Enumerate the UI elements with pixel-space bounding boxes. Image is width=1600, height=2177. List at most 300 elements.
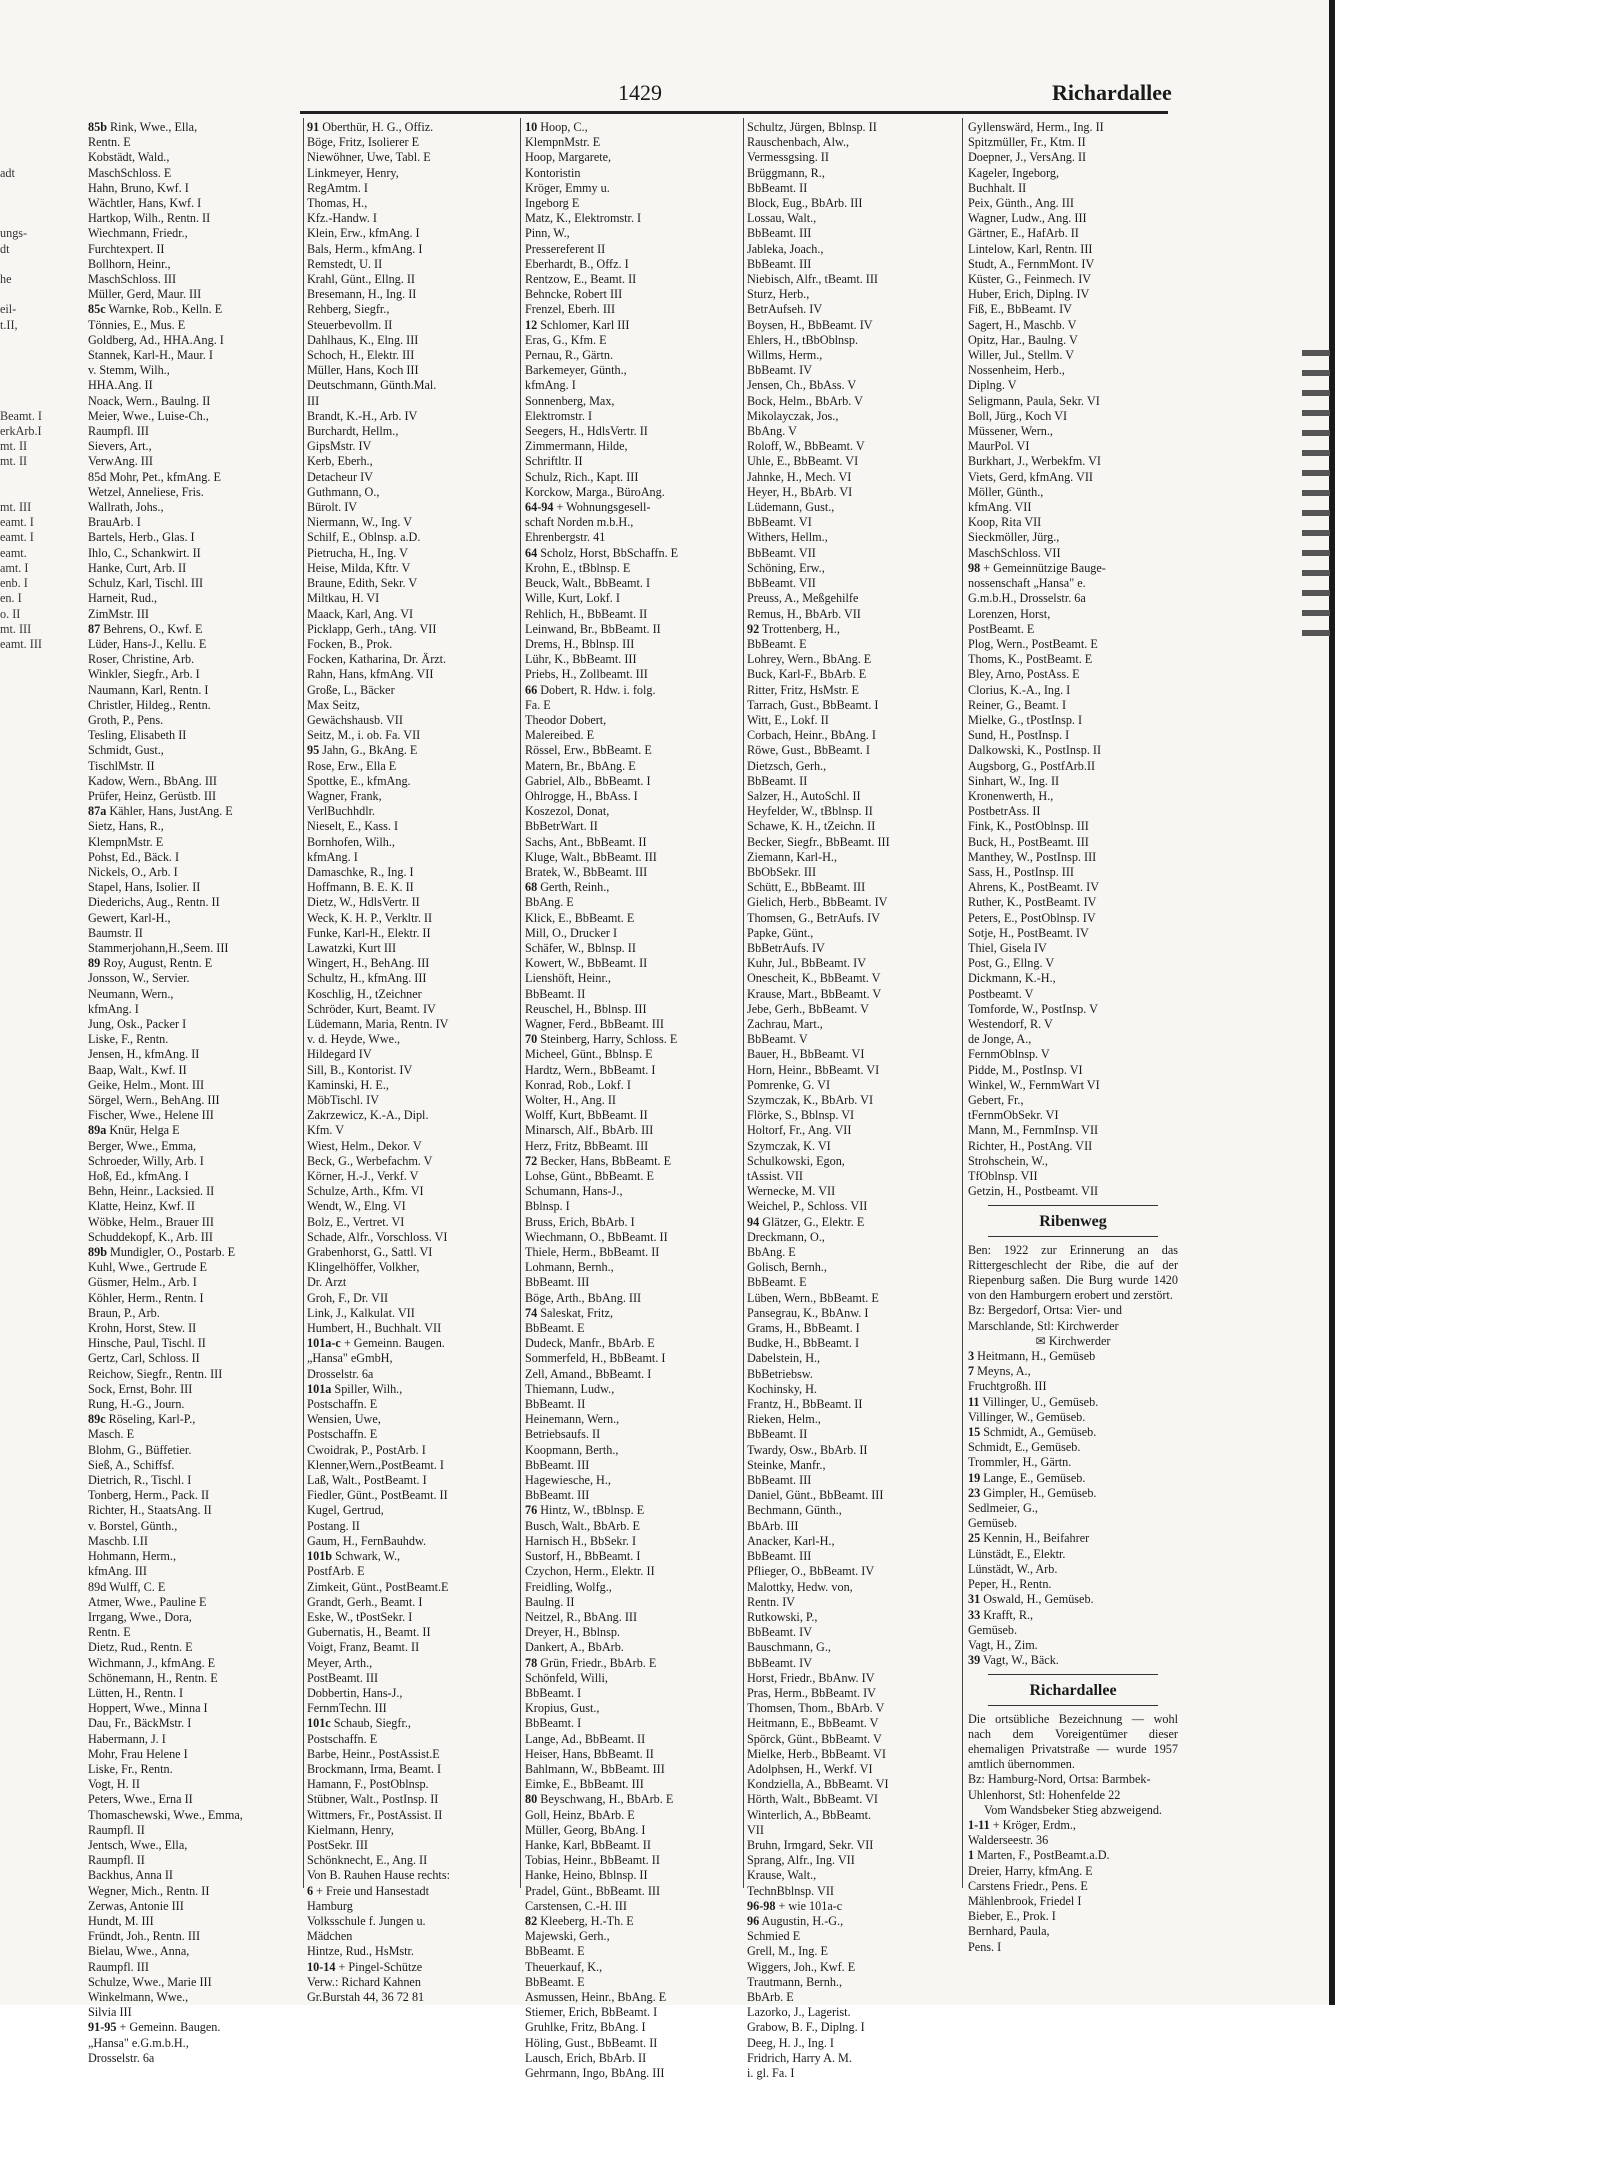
directory-entry: Villinger, W., Gemüseb. xyxy=(968,1409,1086,1424)
directory-entry: Gabriel, Alb., BbBeamt. I xyxy=(525,773,651,788)
directory-entry: Schulz, Rich., Kapt. III xyxy=(525,469,639,484)
directory-entry: Sachs, Ant., BbBeamt. II xyxy=(525,834,647,849)
directory-entry: 1 Marten, F., PostBeamt.a.D. xyxy=(968,1848,1110,1863)
directory-entry: Onescheit, K., BbBeamt. V xyxy=(747,971,881,986)
directory-entry: Irrgang, Wwe., Dora, xyxy=(88,1609,192,1624)
directory-entry: 98 + Gemeinnützige Bauge- xyxy=(968,560,1106,575)
directory-entry: 19 Lange, E., Gemüseb. xyxy=(968,1470,1086,1485)
directory-entry: Pinn, W., xyxy=(525,226,570,241)
directory-entry: Heinemann, Wern., xyxy=(525,1412,620,1427)
directory-entry: Hoppert, Wwe., Minna I xyxy=(88,1701,208,1716)
directory-entry: KlempnMstr. E xyxy=(525,135,601,150)
directory-entry: Fridrich, Harry A. M. xyxy=(747,2050,852,2065)
directory-entry: Hamann, F., PostOblnsp. xyxy=(307,1777,429,1792)
directory-entry: Koopmann, Berth., xyxy=(525,1442,619,1457)
directory-entry: Sörgel, Wern., BehAng. III xyxy=(88,1093,220,1107)
stub-fragment xyxy=(0,181,86,196)
directory-entry: Hildegard IV xyxy=(307,1047,372,1062)
directory-entry: 101a-c + Gemeinn. Baugen. xyxy=(307,1336,445,1351)
directory-entry: Postschaffn. E xyxy=(307,1427,378,1442)
stub-fragment: Beamt. I xyxy=(0,408,42,423)
stub-fragment: eamt. xyxy=(0,545,27,560)
directory-entry: Bals, Herm., kfmAng. I xyxy=(307,241,423,256)
directory-entry: RegAmtm. I xyxy=(307,180,368,195)
directory-entry: Krause, Walt., xyxy=(747,1868,817,1883)
directory-entry: Link, J., Kalkulat. VII xyxy=(307,1305,415,1320)
directory-entry: Kfm. V xyxy=(307,1123,345,1138)
directory-entry: Bollhorn, Heinr., xyxy=(88,256,171,271)
column-5 xyxy=(968,120,1178,2000)
directory-entry: BbBeamt. II xyxy=(747,773,808,788)
directory-entry: Boysen, H., BbBeamt. IV xyxy=(747,317,873,332)
directory-entry: 7 Meyns, A., xyxy=(968,1364,1031,1379)
directory-entry: Gehrmann, Ingo, BbAng. III xyxy=(525,2066,665,2080)
directory-entry: 3 Heitmann, H., Gemüseb xyxy=(968,1349,1096,1364)
stub-fragment xyxy=(0,211,86,226)
directory-entry: 101c Schaub, Siegfr., xyxy=(307,1716,411,1731)
directory-entry: Daniel, Günt., BbBeamt. III xyxy=(747,1488,884,1503)
directory-entry: BbBeamt. E xyxy=(525,1974,585,1989)
directory-entry: BbBeamt. III xyxy=(525,1488,590,1503)
directory-entry: Schawe, K. H., tZeichn. II xyxy=(747,819,876,834)
directory-entry: Tobias, Heinr., BbBeamt. II xyxy=(525,1853,660,1868)
directory-entry: Jonsson, W., Servier. xyxy=(88,971,190,986)
directory-entry: Dr. Arzt xyxy=(307,1275,347,1290)
column-rule xyxy=(520,118,521,1888)
directory-entry: Matz, K., Elektromstr. I xyxy=(525,211,642,226)
directory-entry: Thiele, Herm., BbBeamt. II xyxy=(525,1245,660,1260)
directory-entry: Sund, H., PostInsp. I xyxy=(968,728,1070,743)
directory-entry: 89c Röseling, Karl-P., xyxy=(88,1412,196,1427)
directory-entry: Harneit, Rud., xyxy=(88,591,158,606)
directory-entry: Mädchen xyxy=(307,1929,353,1944)
directory-entry: Groh, F., Dr. VII xyxy=(307,1290,389,1305)
directory-entry: 89b Mundigler, O., Postarb. E xyxy=(88,1245,236,1260)
directory-entry: Reiner, G., Beamt. I xyxy=(968,697,1066,712)
directory-entry: Stannek, Karl-H., Maur. I xyxy=(88,348,213,363)
directory-entry: Raumpfl. II xyxy=(88,1822,145,1837)
directory-entry: Sieckmöller, Jürg., xyxy=(968,530,1060,545)
directory-entry: Lünstädt, E., Elektr. xyxy=(968,1546,1066,1561)
directory-entry: Thomsen, Thom., BbArb. V xyxy=(747,1701,885,1716)
directory-entry: kfmAng. III xyxy=(88,1564,147,1579)
directory-entry: 89a Knür, Helga E xyxy=(88,1123,180,1138)
directory-entry: Müller, Georg, BbAng. I xyxy=(525,1822,646,1837)
directory-entry: Schriftltr. II xyxy=(525,454,583,469)
directory-entry: Schäfer, W., Bblnsp. II xyxy=(525,940,636,955)
directory-entry: 92 Trottenberg, H., xyxy=(747,621,840,636)
directory-entry: Spitzmüller, Fr., Ktm. II xyxy=(968,135,1086,150)
directory-entry: Fründt, Joh., Rentn. III xyxy=(88,1929,201,1944)
directory-entry: Seegers, H., HdlsVertr. II xyxy=(525,424,648,439)
directory-entry: Gr.Burstah 44, 36 72 81 xyxy=(307,1989,425,2004)
directory-entry: Raumpfl. III xyxy=(88,424,149,439)
directory-entry: v. Stemm, Wilh., xyxy=(88,363,170,378)
directory-entry: 72 Becker, Hans, BbBeamt. E xyxy=(525,1153,672,1168)
directory-entry: Bley, Arno, PostAss. E xyxy=(968,667,1080,682)
directory-entry: Grabow, B. F., Diplng. I xyxy=(747,2020,865,2035)
directory-entry: Sass, H., PostInsp. III xyxy=(968,864,1074,879)
directory-entry: Willms, Herm., xyxy=(747,348,823,363)
directory-entry: Holtorf, Fr., Ang. VII xyxy=(747,1123,852,1138)
richardallee-intro: Die ortsübliche Bezeichnung — wohl nach dem Voreigentümer dieser ehemaligen Privatstraße — wurde 1957 amtlich übernommen. xyxy=(968,1711,1178,1772)
directory-entry: Müller, Gerd, Maur. III xyxy=(88,287,202,302)
directory-entry: Ehlers, H., tBbOblnsp. xyxy=(747,332,859,347)
directory-entry: Thomaschewski, Wwe., Emma, xyxy=(88,1807,243,1822)
directory-entry: tFernmObSekr. VI xyxy=(968,1108,1059,1123)
directory-entry: Kielmann, Henry, xyxy=(307,1822,394,1837)
directory-entry: Herz, Fritz, BbBeamt. III xyxy=(525,1138,649,1153)
directory-entry: Lüdemann, Maria, Rentn. IV xyxy=(307,1016,449,1031)
directory-entry: Lünstädt, W., Arb. xyxy=(968,1561,1058,1576)
directory-entry: Fa. E xyxy=(525,697,551,712)
directory-entry: Wille, Kurt, Lokf. I xyxy=(525,591,620,606)
directory-entry: 23 Gimpler, H., Gemüseb. xyxy=(968,1485,1097,1500)
directory-entry: Damaschke, R., Ing. I xyxy=(307,864,414,879)
column-rule xyxy=(962,118,963,1888)
directory-entry: Lohrey, Wern., BbAng. E xyxy=(747,652,872,667)
directory-entry: Lange, Ad., BbBeamt. II xyxy=(525,1731,646,1746)
stub-fragment xyxy=(0,257,86,272)
directory-entry: G.m.b.H., Drosselstr. 6a xyxy=(968,591,1086,606)
directory-entry: Wetzel, Anneliese, Fris. xyxy=(88,484,204,499)
directory-entry: Christler, Hildeg., Rentn. xyxy=(88,697,211,712)
directory-entry: BbBeamt. II xyxy=(747,1427,808,1442)
directory-entry: Schulze, Arth., Kfm. VI xyxy=(307,1184,424,1199)
directory-entry: 70 Steinberg, Harry, Schloss. E xyxy=(525,1032,678,1047)
directory-entry: 85d Mohr, Pet., kfmAng. E xyxy=(88,469,221,484)
directory-entry: Brandt, K.-H., Arb. IV xyxy=(307,408,418,423)
directory-entry: Winkler, Siegfr., Arb. I xyxy=(88,667,200,682)
directory-entry: Walderseestr. 36 xyxy=(968,1833,1049,1848)
column-rule xyxy=(743,118,744,1888)
directory-entry: MöbTischl. IV xyxy=(307,1093,380,1107)
directory-entry: Hörth, Walt., BbBeamt. VI xyxy=(747,1792,878,1807)
directory-entry: 10-14 + Pingel-Schütze xyxy=(307,1959,423,1974)
directory-entry: Trommler, H., Gärtn. xyxy=(968,1455,1072,1470)
directory-entry: Barbe, Heinr., PostAssist.E xyxy=(307,1746,440,1761)
directory-entry: VII xyxy=(747,1822,764,1837)
page-number: 1429 xyxy=(618,80,662,105)
directory-entry: v. Borstel, Günth., xyxy=(88,1518,178,1533)
directory-entry: Kadow, Wern., BbAng. III xyxy=(88,773,217,788)
directory-entry: Lüben, Wern., BbBeamt. E xyxy=(747,1290,879,1305)
directory-entry: Pradel, Günt., BbBeamt. III xyxy=(525,1883,661,1898)
directory-entry: BetrAufseh. IV xyxy=(747,302,823,317)
directory-entry: Bürolt. IV xyxy=(307,500,358,515)
stub-fragment xyxy=(0,470,86,485)
directory-entry: Eske, W., tPostSekr. I xyxy=(307,1609,413,1624)
stub-fragment: eil- xyxy=(0,302,17,317)
directory-entry: Kfz.-Handw. I xyxy=(307,211,377,226)
stub-fragment: dt xyxy=(0,241,10,256)
directory-entry: Rentn. E xyxy=(88,1625,131,1640)
directory-entry: Horst, Friedr., BbAnw. IV xyxy=(747,1670,875,1685)
directory-entry: Schoch, H., Elektr. III xyxy=(307,348,415,363)
directory-entry: MaschSchloss. E xyxy=(88,165,172,180)
directory-entry: Schulze, Wwe., Marie III xyxy=(88,1974,212,1989)
directory-entry: Bielau, Wwe., Anna, xyxy=(88,1944,190,1959)
directory-entry: Güsmer, Helm., Arb. I xyxy=(88,1275,197,1290)
directory-entry: Dudeck, Manfr., BbArb. E xyxy=(525,1336,655,1351)
directory-entry: Peix, Günth., Ang. III xyxy=(968,196,1074,211)
directory-entry: Bblnsp. I xyxy=(525,1199,570,1214)
directory-entry: 64 Scholz, Horst, BbSchaffn. E xyxy=(525,545,679,560)
directory-entry: Ehrenbergstr. 41 xyxy=(525,530,606,545)
directory-entry: Corbach, Heinr., BbAng. I xyxy=(747,728,876,743)
directory-entry: 101a Spiller, Wilh., xyxy=(307,1381,403,1396)
directory-entry: Hanke, Heino, Bblnsp. II xyxy=(525,1868,648,1883)
directory-entry: 96 Augustin, H.-G., xyxy=(747,1913,844,1928)
directory-entry: Malottky, Hedw. von, xyxy=(747,1579,853,1594)
directory-entry: Thoms, K., PostBeamt. E xyxy=(968,652,1093,667)
directory-entry: Schönemann, H., Rentn. E xyxy=(88,1670,218,1685)
stub-fragment xyxy=(0,120,86,135)
directory-entry: Withers, Hellm., xyxy=(747,530,828,545)
directory-entry: Frantz, H., BbBeamt. II xyxy=(747,1397,863,1412)
directory-entry: BbBetriebsw. xyxy=(747,1366,813,1381)
directory-entry: FernmOblnsp. V xyxy=(968,1047,1050,1062)
directory-entry: Raumpfl. III xyxy=(88,1959,149,1974)
directory-entry: „Hansa" eGmbH, xyxy=(307,1351,393,1366)
directory-entry: Bolz, E., Vertret. VI xyxy=(307,1214,405,1229)
section-divider xyxy=(988,1236,1158,1237)
directory-entry: Deutschmann, Günth.Mal. xyxy=(307,378,437,393)
directory-entry: Gebert, Fr., xyxy=(968,1093,1024,1107)
directory-entry: Linkmeyer, Henry, xyxy=(307,165,399,180)
directory-entry: Pens. I xyxy=(968,1939,1002,1954)
directory-entry: Kontoristin xyxy=(525,165,581,180)
directory-entry: 85b Rink, Wwe., Ella, xyxy=(88,120,198,134)
directory-entry: Wallrath, Johs., xyxy=(88,500,164,515)
directory-entry: Ritter, Fritz, HsMstr. E xyxy=(747,682,859,697)
directory-entry: Kaminski, H. E., xyxy=(307,1077,389,1092)
directory-entry: Wöbke, Helm., Brauer III xyxy=(88,1214,214,1229)
directory-entry: Müssener, Wern., xyxy=(968,424,1053,439)
directory-entry: Schroeder, Willy, Arb. I xyxy=(88,1153,204,1168)
directory-entry: Viets, Gerd, kfmAng. VII xyxy=(968,469,1093,484)
directory-entry: Möller, Günth., xyxy=(968,484,1044,499)
directory-entry: 12 Schlomer, Karl III xyxy=(525,317,630,332)
directory-entry: BbBeamt. III xyxy=(747,1473,812,1488)
directory-entry: Reuschel, H., Bblnsp. III xyxy=(525,1001,647,1016)
directory-entry: Groth, P., Pens. xyxy=(88,712,164,727)
directory-entry: Lütten, H., Rentn. I xyxy=(88,1685,184,1700)
directory-entry: Höling, Gust., BbBeamt. II xyxy=(525,2035,658,2050)
directory-entry: Gaum, H., FernBauhdw. xyxy=(307,1533,427,1548)
directory-entry: Augsborg, G., PostfArb.II xyxy=(968,758,1096,773)
directory-entry: BbBeamt. III xyxy=(747,256,812,271)
directory-entry: Betriebsaufs. II xyxy=(525,1427,601,1442)
directory-entry: 78 Grün, Friedr., BbArb. E xyxy=(525,1655,657,1670)
directory-entry: Schöning, Erw., xyxy=(747,560,825,575)
directory-entry: Tarrach, Gust., BbBeamt. I xyxy=(747,697,879,712)
directory-entry: Block, Eug., BbArb. III xyxy=(747,196,863,211)
directory-entry: tAssist. VII xyxy=(747,1169,803,1184)
directory-entry: Sietz, Hans, R., xyxy=(88,819,164,834)
directory-entry: 15 Schmidt, A., Gemüseb. xyxy=(968,1425,1097,1440)
directory-entry: Roser, Christine, Arb. xyxy=(88,652,195,667)
directory-entry: Verw.: Richard Kahnen xyxy=(307,1974,421,1989)
directory-entry: Becker, Siegfr., BbBeamt. III xyxy=(747,834,890,849)
directory-entry: Malereibed. E xyxy=(525,728,595,743)
directory-entry: ZimMstr. III xyxy=(88,606,149,621)
directory-entry: Fiß, E., BbBeamt. IV xyxy=(968,302,1072,317)
richardallee-district: Bz: Hamburg-Nord, Ortsa: Barmbek-Uhlenhorst, Stl: Hohenfelde 22 xyxy=(968,1772,1151,1802)
directory-entry: Heise, Milda, Kftr. V xyxy=(307,560,411,575)
directory-entry: 91-95 + Gemeinn. Baugen. xyxy=(88,2020,221,2035)
directory-entry: Remstedt, U. II xyxy=(307,256,383,271)
directory-entry: Stübner, Walt., PostInsp. II xyxy=(307,1792,439,1807)
directory-entry: Tomforde, W., PostInsp. V xyxy=(968,1001,1098,1016)
directory-entry: Getzin, H., Postbeamt. VII xyxy=(968,1184,1099,1199)
directory-entry: Lühr, K., BbBeamt. III xyxy=(525,652,637,667)
directory-entry: Blohm, G., Büffetier. xyxy=(88,1442,192,1457)
directory-entry: Zimmermann, Hilde, xyxy=(525,439,628,454)
directory-entry: Golisch, Bernh., xyxy=(747,1260,827,1275)
directory-entry: Dobbertin, Hans-J., xyxy=(307,1685,403,1700)
directory-entry: Schilf, E., Oblnsp. a.D. xyxy=(307,530,421,545)
directory-entry: Theuerkauf, K., xyxy=(525,1959,603,1974)
directory-entry: Peters, E., PostOblnsp. IV xyxy=(968,910,1096,925)
directory-entry: Stiemer, Erich, BbBeamt. I xyxy=(525,2005,658,2020)
directory-entry: Wensien, Uwe, xyxy=(307,1412,381,1427)
directory-entry: Prüfer, Heinz, Gerüstb. III xyxy=(88,788,217,803)
stub-fragment: eamt. III xyxy=(0,636,42,651)
directory-entry: Zachrau, Mart., xyxy=(747,1016,823,1031)
directory-entry: Sommerfeld, H., BbBeamt. I xyxy=(525,1351,666,1366)
directory-entry: Dau, Fr., BäckMstr. I xyxy=(88,1716,192,1731)
directory-entry: BbBeamt. III xyxy=(747,1549,812,1564)
directory-entry: Schönknecht, E., Ang. II xyxy=(307,1853,428,1868)
directory-entry: Krohn, Horst, Stew. II xyxy=(88,1321,197,1336)
directory-entry: Müller, Hans, Koch III xyxy=(307,363,419,378)
directory-entry: MaschSchloss. VII xyxy=(968,545,1061,560)
directory-entry: HHA.Ang. II xyxy=(88,378,153,393)
directory-entry: Rehberg, Siegfr., xyxy=(307,302,390,317)
running-head: Richardallee xyxy=(1052,80,1172,105)
directory-entry: Bahlmann, W., BbBeamt. III xyxy=(525,1761,665,1776)
stub-fragment xyxy=(0,378,86,393)
richardallee-start: Vom Wandsbeker Stieg abzweigend. xyxy=(984,1802,1162,1817)
stub-fragment: mt. III xyxy=(0,621,32,636)
directory-entry: GipsMstr. IV xyxy=(307,439,372,454)
directory-entry: Seligmann, Paula, Sekr. VI xyxy=(968,393,1100,408)
directory-entry: Boll, Jürg., Koch VI xyxy=(968,408,1068,423)
directory-entry: Schultz, Jürgen, Bblnsp. II xyxy=(747,120,877,134)
directory-entry: Dickmann, K.-H., xyxy=(968,971,1056,986)
stub-fragment: erkArb.I xyxy=(0,424,42,439)
directory-entry: Buck, H., PostBeamt. III xyxy=(968,834,1089,849)
directory-entry: Rentn. IV xyxy=(747,1594,796,1609)
directory-entry: Schulz, Karl, Tischl. III xyxy=(88,576,204,591)
directory-entry: Dabelstein, H., xyxy=(747,1351,821,1366)
stub-fragment xyxy=(0,150,86,165)
directory-entry: Laß, Walt., PostBeamt. I xyxy=(307,1473,427,1488)
directory-entry: Szymczak, K., BbArb. VI xyxy=(747,1093,874,1107)
directory-entry: Spörck, Günt., BbBeamt. V xyxy=(747,1731,882,1746)
directory-entry: Postschaffn. E xyxy=(307,1397,378,1412)
directory-entry: TechnBblnsp. VII xyxy=(747,1883,834,1898)
street-heading-ribenweg: Ribenweg xyxy=(1039,1213,1107,1231)
directory-entry: Baap, Walt., Kwf. II xyxy=(88,1062,187,1077)
directory-entry: Mikolayczak, Jos., xyxy=(747,408,839,423)
directory-entry: 6 + Freie und Hansestadt xyxy=(307,1883,429,1898)
directory-entry: Kuhl, Wwe., Gertrude E xyxy=(88,1260,207,1275)
directory-entry: 82 Kleeberg, H.-Th. E xyxy=(525,1913,634,1928)
directory-entry: 89d Wulff, C. E xyxy=(88,1579,166,1594)
directory-entry: Sedlmeier, G., xyxy=(968,1501,1038,1516)
directory-entry: Dankert, A., BbArb. xyxy=(525,1640,624,1655)
directory-entry: Kugel, Gertrud, xyxy=(307,1503,384,1518)
directory-entry: Hardtz, Wern., BbBeamt. I xyxy=(525,1062,656,1077)
directory-entry: Neumann, Wern., xyxy=(88,986,174,1001)
directory-entry: Raumpfl. II xyxy=(88,1853,145,1868)
directory-entry: Rahn, Hans, kfmAng. VII xyxy=(307,667,434,682)
directory-entry: Backhus, Anna II xyxy=(88,1868,173,1883)
directory-entry: Majewski, Gerh., xyxy=(525,1929,610,1944)
directory-entry: i. gl. Fa. I xyxy=(747,2066,795,2080)
directory-entry: Niermann, W., Ing. V xyxy=(307,515,413,530)
directory-entry: Lorenzen, Horst, xyxy=(968,606,1051,621)
directory-entry: Hoop, Margarete, xyxy=(525,150,612,165)
directory-entry: Dahlhaus, K., Elng. III xyxy=(307,332,419,347)
directory-entry: Twardy, Osw., BbArb. II xyxy=(747,1442,868,1457)
directory-entry: Tonberg, Herm., Pack. II xyxy=(88,1488,210,1503)
directory-entry: Jableka, Joach., xyxy=(747,241,824,256)
stub-fragment: mt. II xyxy=(0,439,28,454)
directory-entry: BbBeamt. IV xyxy=(747,1655,812,1670)
directory-entry: Schuddekopf, K., Arb. III xyxy=(88,1229,213,1244)
directory-entry: Drosselstr. 6a xyxy=(88,2050,155,2065)
directory-entry: BbBeamt. II xyxy=(525,1397,586,1412)
directory-entry: III xyxy=(307,393,320,408)
directory-entry: Ruther, K., PostBeamt. IV xyxy=(968,895,1097,910)
directory-entry: Pras, Herm., BbBeamt. IV xyxy=(747,1685,876,1700)
stub-fragment: eamt. I xyxy=(0,515,34,530)
directory-entry: 101b Schwark, W., xyxy=(307,1549,401,1564)
directory-entry: Rieken, Helm., xyxy=(747,1412,821,1427)
directory-entry: Barkemeyer, Günth., xyxy=(525,363,627,378)
directory-entry: Wegner, Mich., Rentn. II xyxy=(88,1883,210,1898)
directory-entry: Pernau, R., Gärtn. xyxy=(525,348,614,363)
directory-entry: Hagewiesche, H., xyxy=(525,1473,611,1488)
directory-entry: Habermann, J. I xyxy=(88,1731,166,1746)
directory-entry: Hartkop, Wilh., Rentn. II xyxy=(88,211,211,226)
directory-entry: Wagner, Frank, xyxy=(307,788,382,803)
directory-entry: Stapel, Hans, Isolier. II xyxy=(88,880,201,895)
directory-entry: BbBeamt. E xyxy=(525,1944,585,1959)
directory-entry: Maack, Karl, Ang. VI xyxy=(307,606,414,621)
directory-entry: Adolphsen, H., Werkf. VI xyxy=(747,1761,873,1776)
directory-entry: Wolff, Kurt, BbBeamt. II xyxy=(525,1108,648,1123)
directory-entry: Focken, B., Prok. xyxy=(307,636,393,651)
directory-entry: Berger, Wwe., Emma, xyxy=(88,1138,197,1153)
directory-entry: Micheel, Günt., Bblnsp. E xyxy=(525,1047,653,1062)
directory-entry: Lossau, Walt., xyxy=(747,211,817,226)
directory-entry: Zimkeit, Günt., PostBeamt.E xyxy=(307,1579,449,1594)
directory-entry: Wernecke, M. VII xyxy=(747,1184,836,1199)
directory-entry: Lintelow, Karl, Rentn. III xyxy=(968,241,1093,256)
directory-entry: Bechmann, Günth., xyxy=(747,1503,842,1518)
stub-fragment xyxy=(0,363,86,378)
directory-entry: Röwe, Gust., BbBeamt. I xyxy=(747,743,870,758)
directory-entry: Bock, Helm., BbArb. V xyxy=(747,393,863,408)
directory-entry: Klenner,Wern.,PostBeamt. I xyxy=(307,1457,444,1472)
directory-entry: 64-94 + Wohnungsgesell- xyxy=(525,500,651,515)
directory-entry: MaurPol. VI xyxy=(968,439,1030,454)
directory-entry: Miltkau, H. VI xyxy=(307,591,380,606)
